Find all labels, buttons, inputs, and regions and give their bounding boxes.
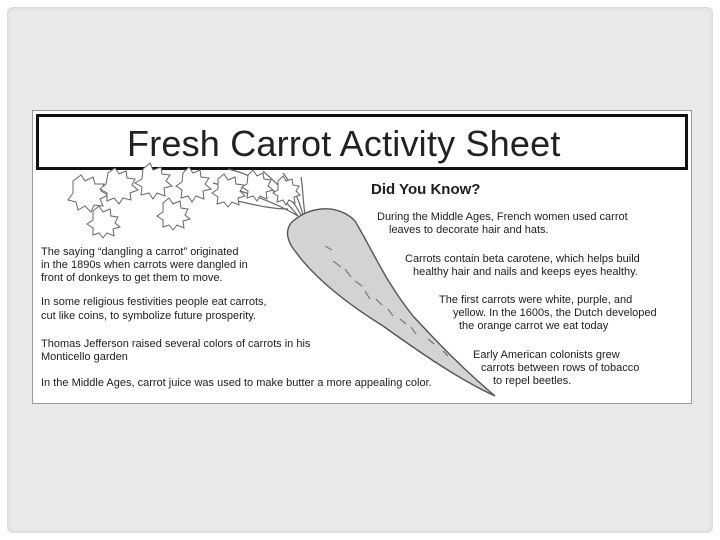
did-you-know-heading: Did You Know? (371, 181, 481, 198)
left-fact-line: Thomas Jefferson raised several colors of carrots in his (41, 338, 311, 350)
right-fact-line: Carrots contain beta carotene, which helps build (405, 253, 640, 265)
right-fact-line: The first carrots were white, purple, and (439, 294, 633, 306)
right-fact-line: During the Middle Ages, French women used carrot (377, 211, 628, 223)
right-fact-line: healthy hair and nails and keeps eyes healthy. (413, 266, 638, 278)
right-fact-line: yellow. In the 1600s, the Dutch developed (453, 307, 657, 319)
sheet-title: Fresh Carrot Activity Sheet (127, 123, 561, 164)
left-fact-line: front of donkeys to get them to move. (41, 272, 223, 284)
left-fact-line: In some religious festivities people eat carrots, (41, 296, 267, 308)
right-fact-line: to repel beetles. (493, 375, 572, 387)
right-fact-line: Early American colonists grew (473, 349, 620, 361)
right-fact-line: carrots between rows of tobacco (481, 362, 640, 374)
left-fact-line: cut like coins, to symbolize future prosperity. (41, 310, 256, 322)
right-fact-line: leaves to decorate hair and hats. (389, 224, 549, 236)
left-fact-line: In the Middle Ages, carrot juice was used to make butter a more appealing color. (41, 377, 432, 389)
left-fact-line: The saying “dangling a carrot” originated (41, 246, 239, 258)
right-fact-line: the orange carrot we eat today (459, 320, 609, 332)
left-fact-line: in the 1890s when carrots were dangled in (41, 259, 248, 271)
left-fact-line: Monticello garden (41, 351, 128, 363)
activity-sheet (32, 110, 692, 404)
